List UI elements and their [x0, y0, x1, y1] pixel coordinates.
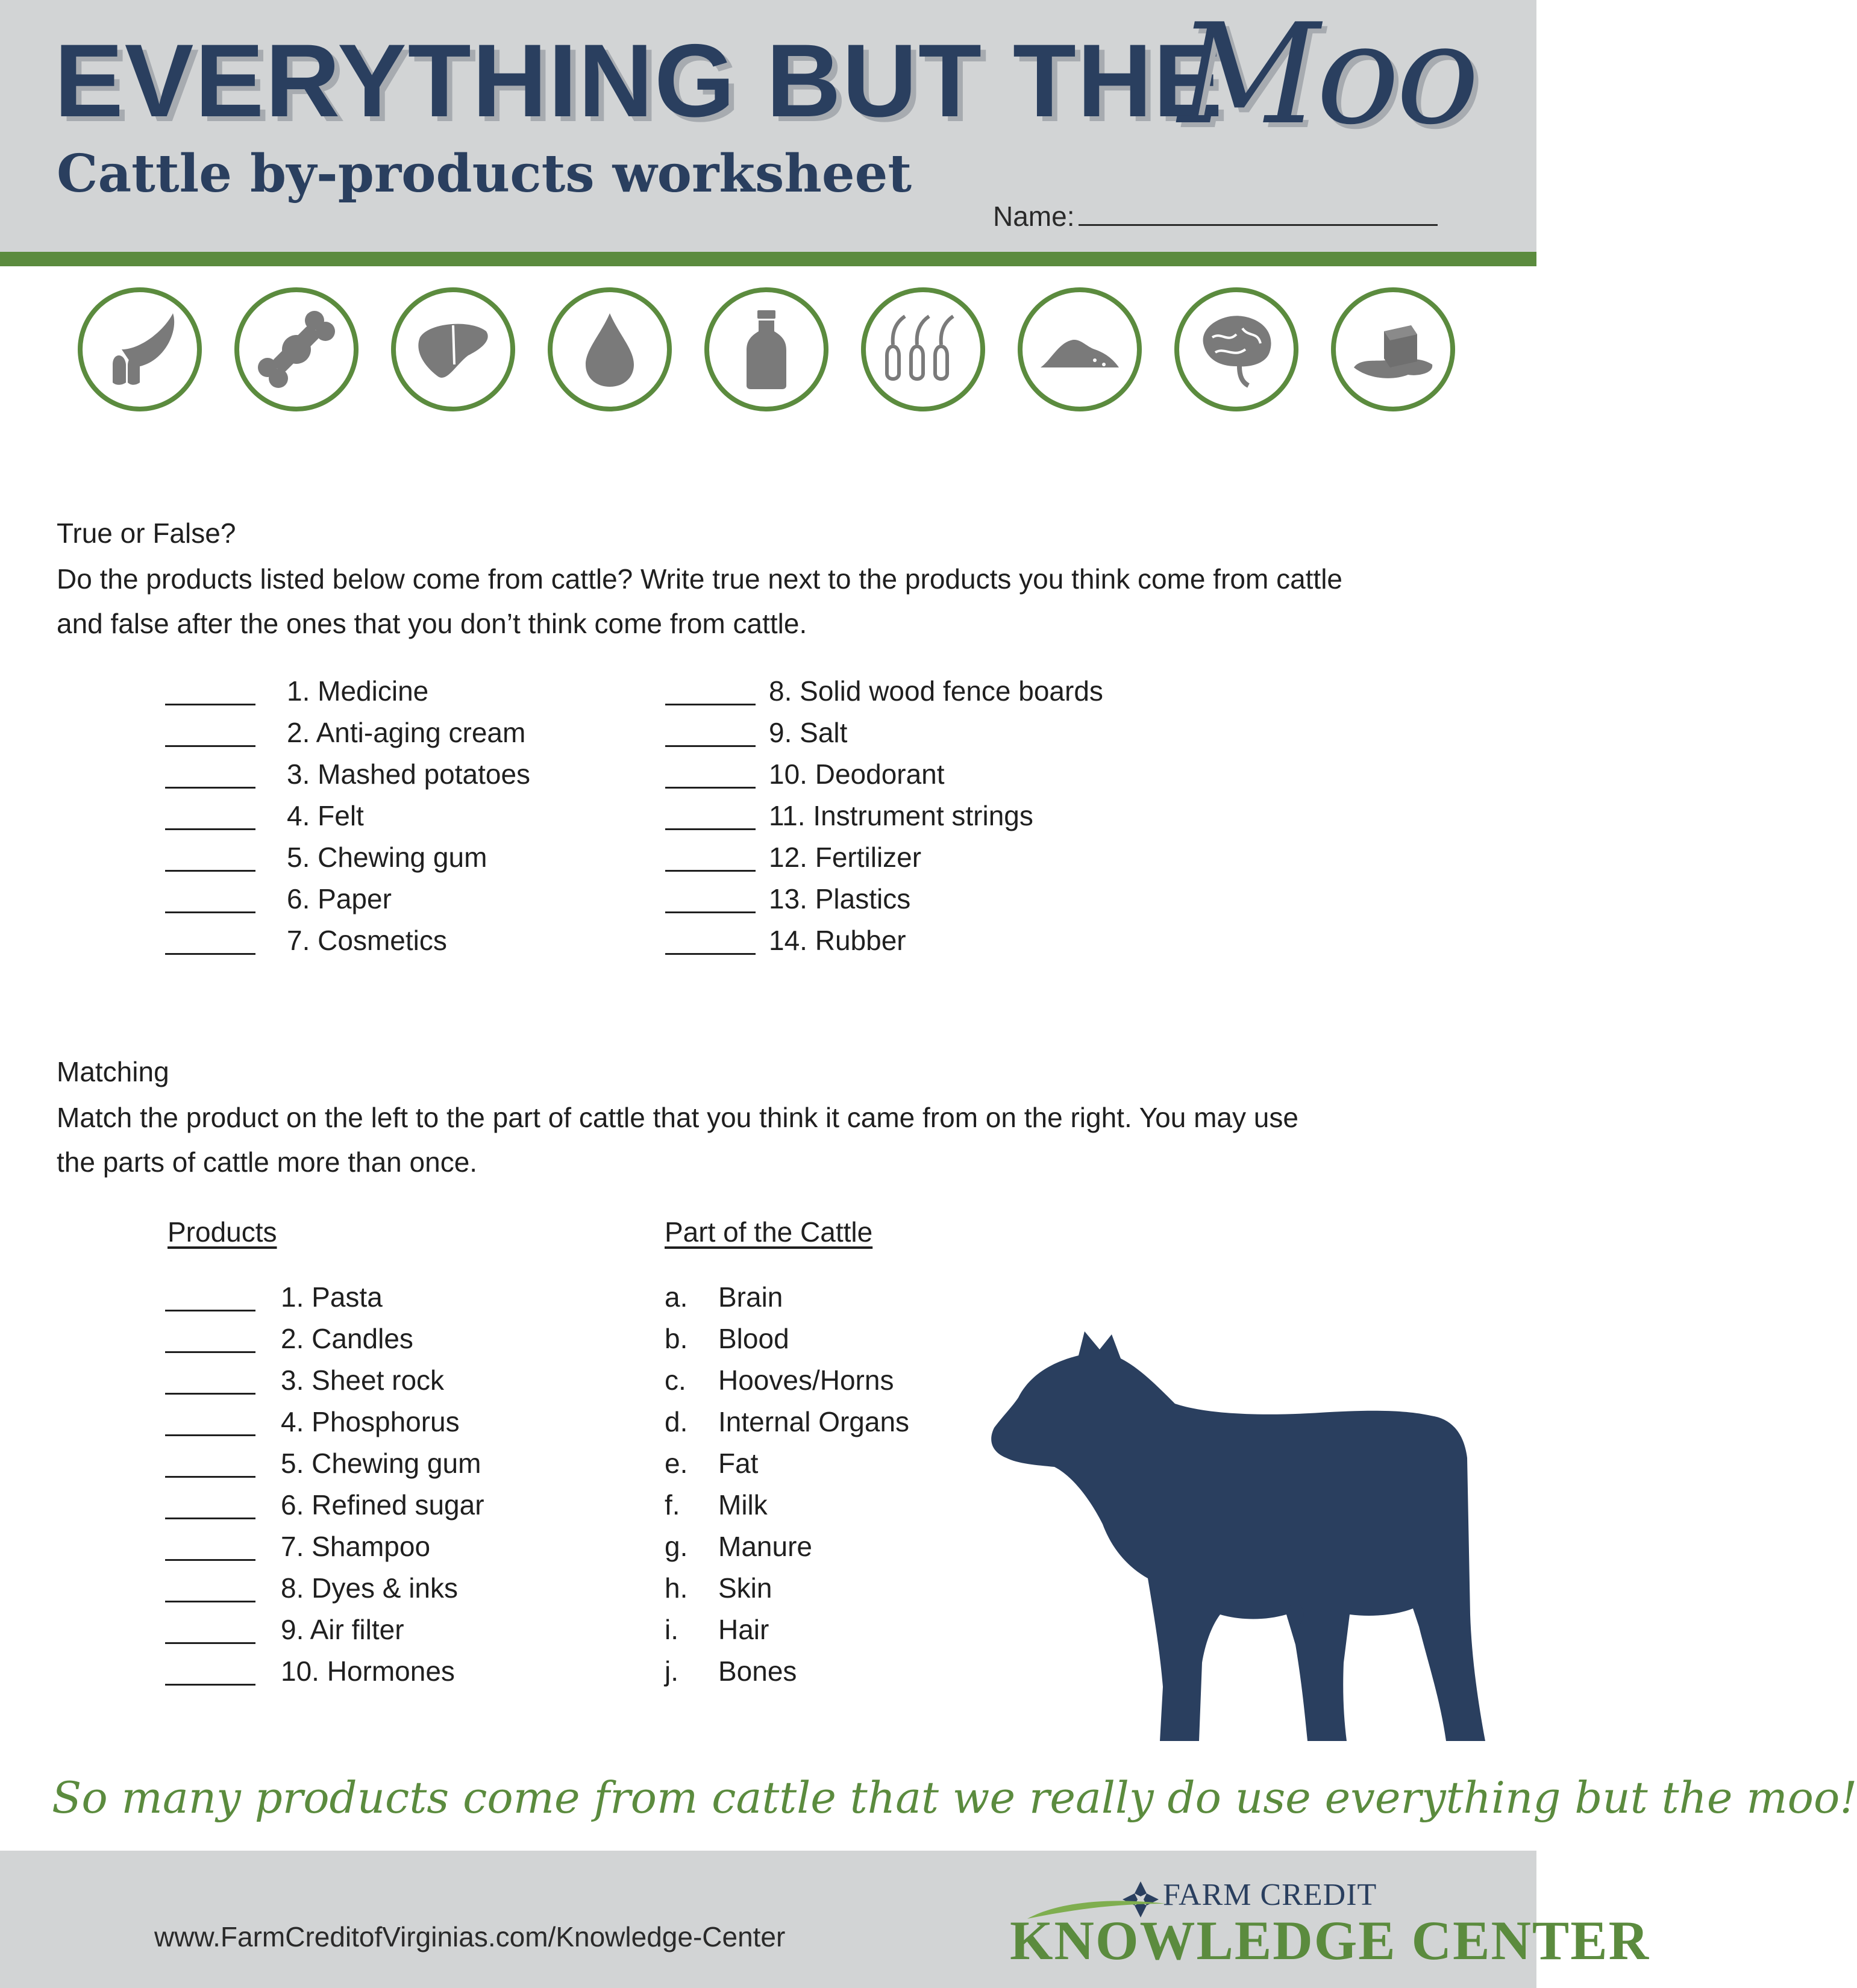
part-letter: j.	[665, 1655, 678, 1687]
matching-product-label: 7. Shampoo	[281, 1531, 431, 1562]
true-false-item-answer-blank[interactable]	[165, 870, 255, 872]
true-false-item-label: 8. Solid wood fence boards	[769, 675, 1103, 707]
part-name: Hair	[718, 1614, 769, 1645]
true-false-item-label: 14. Rubber	[769, 925, 906, 956]
true-false-item-label: 3. Mashed potatoes	[287, 758, 531, 790]
name-field[interactable]	[1079, 224, 1438, 226]
page-title-script: Moo	[1178, 0, 1476, 155]
matching-product-label: 9. Air filter	[281, 1614, 404, 1645]
hair-follicle-icon	[861, 287, 985, 411]
manure-icon	[1018, 287, 1142, 411]
tagline: So many products come from cattle that we really do use everything but the moo!	[52, 1772, 1857, 1823]
true-false-heading: True or False?	[57, 517, 236, 549]
part-letter: f.	[665, 1489, 680, 1521]
matching-product-label: 2. Candles	[281, 1323, 413, 1354]
liver-icon	[391, 287, 515, 411]
part-name: Internal Organs	[718, 1406, 910, 1437]
matching-product-label: 4. Phosphorus	[281, 1406, 460, 1437]
page-title: EVERYTHING BUT THE	[54, 23, 1224, 139]
matching-product-label: 3. Sheet rock	[281, 1364, 445, 1396]
matching-product-label: 5. Chewing gum	[281, 1448, 481, 1479]
true-false-item-label: 12. Fertilizer	[769, 842, 922, 873]
page-subtitle: Cattle by-products worksheet	[57, 143, 912, 204]
brain-icon	[1174, 287, 1298, 411]
part-name: Hooves/Horns	[718, 1364, 894, 1396]
matching-product-label: 1. Pasta	[281, 1281, 383, 1313]
true-false-instructions: Do the products listed below come from cattle? Write true next to the products you think come from cattle	[57, 563, 1343, 595]
matching-product-answer-blank[interactable]	[165, 1434, 255, 1436]
part-name: Skin	[718, 1572, 772, 1604]
part-name: Blood	[718, 1323, 789, 1354]
true-false-item-answer-blank[interactable]	[665, 953, 756, 955]
true-false-item-label: 4. Felt	[287, 800, 364, 831]
footer-url-link[interactable]: www.FarmCreditofVirginias.com/Knowledge-Center	[154, 1921, 786, 1952]
part-name: Fat	[718, 1448, 759, 1479]
matching-product-answer-blank[interactable]	[165, 1684, 255, 1686]
cow-silhouette	[982, 1325, 1494, 1759]
bone-icon	[234, 287, 359, 411]
matching-product-label: 8. Dyes & inks	[281, 1572, 458, 1604]
true-false-item-answer-blank[interactable]	[665, 911, 756, 913]
true-false-item-answer-blank[interactable]	[665, 704, 756, 705]
part-letter: c.	[665, 1364, 686, 1396]
true-false-item-answer-blank[interactable]	[165, 911, 255, 913]
matching-product-answer-blank[interactable]	[165, 1351, 255, 1353]
parts-column-heading: Part of the Cattle	[665, 1216, 873, 1248]
blood-drop-icon	[548, 287, 672, 411]
matching-product-answer-blank[interactable]	[165, 1476, 255, 1478]
true-false-instructions: and false after the ones that you don’t think come from cattle.	[57, 608, 807, 639]
part-letter: b.	[665, 1323, 688, 1354]
part-letter: e.	[665, 1448, 688, 1479]
milk-bottle-icon	[704, 287, 828, 411]
matching-instructions: the parts of cattle more than once.	[57, 1146, 478, 1178]
matching-product-answer-blank[interactable]	[165, 1559, 255, 1561]
matching-product-answer-blank[interactable]	[165, 1518, 255, 1519]
matching-heading: Matching	[57, 1056, 169, 1087]
header-divider	[0, 252, 1536, 266]
matching-instructions: Match the product on the left to the part of cattle that you think it came from on the right. You may use	[57, 1102, 1298, 1133]
name-label: Name:	[993, 201, 1075, 232]
true-false-item-answer-blank[interactable]	[665, 745, 756, 747]
true-false-item-answer-blank[interactable]	[165, 704, 255, 705]
logo-knowledge-center: KNOWLEDGE CENTER	[1010, 1910, 1650, 1971]
true-false-item-label: 7. Cosmetics	[287, 925, 447, 956]
matching-product-answer-blank[interactable]	[165, 1310, 255, 1311]
part-name: Brain	[718, 1281, 783, 1313]
matching-product-answer-blank[interactable]	[165, 1393, 255, 1395]
matching-product-answer-blank[interactable]	[165, 1642, 255, 1644]
logo-farm-credit: FARM CREDIT	[1163, 1878, 1377, 1912]
true-false-item-answer-blank[interactable]	[165, 787, 255, 789]
true-false-item-label: 13. Plastics	[769, 883, 911, 914]
part-letter: a.	[665, 1281, 688, 1313]
part-letter: d.	[665, 1406, 688, 1437]
true-false-item-label: 1. Medicine	[287, 675, 429, 707]
part-name: Manure	[718, 1531, 812, 1562]
part-letter: h.	[665, 1572, 688, 1604]
part-name: Milk	[718, 1489, 768, 1521]
true-false-item-answer-blank[interactable]	[665, 787, 756, 789]
true-false-item-label: 2. Anti-aging cream	[287, 717, 526, 748]
matching-product-label: 6. Refined sugar	[281, 1489, 484, 1521]
true-false-item-answer-blank[interactable]	[165, 745, 255, 747]
fat-icon	[1331, 287, 1455, 411]
true-false-item-answer-blank[interactable]	[165, 953, 255, 955]
matching-product-answer-blank[interactable]	[165, 1601, 255, 1602]
true-false-item-label: 10. Deodorant	[769, 758, 945, 790]
part-name: Bones	[718, 1655, 797, 1687]
part-letter: g.	[665, 1531, 688, 1562]
part-letter: i.	[665, 1614, 678, 1645]
horn-hoof-icon	[78, 287, 202, 411]
true-false-item-answer-blank[interactable]	[665, 828, 756, 830]
true-false-item-answer-blank[interactable]	[165, 828, 255, 830]
true-false-item-label: 6. Paper	[287, 883, 392, 914]
true-false-item-label: 9. Salt	[769, 717, 848, 748]
true-false-item-answer-blank[interactable]	[665, 870, 756, 872]
products-column-heading: Products	[168, 1216, 277, 1248]
true-false-item-label: 11. Instrument strings	[769, 800, 1033, 831]
true-false-item-label: 5. Chewing gum	[287, 842, 487, 873]
matching-product-label: 10. Hormones	[281, 1655, 455, 1687]
